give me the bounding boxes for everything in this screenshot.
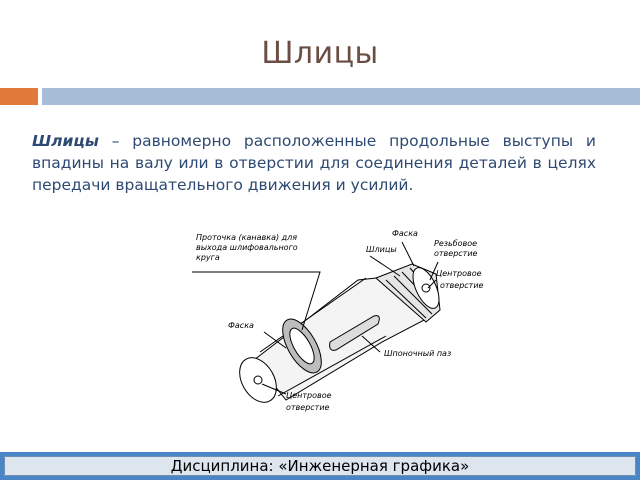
definition-paragraph bbox=[32, 130, 596, 196]
footer-text: Дисциплина: «Инженерная графика» bbox=[4, 456, 636, 476]
label-threaded-2: отверстие bbox=[434, 249, 478, 258]
label-threaded-1: Резьбовое bbox=[434, 239, 478, 248]
label-groove-2: выхода шлифовального bbox=[196, 243, 298, 252]
label-center-bottom-1: Центровое bbox=[286, 391, 332, 400]
label-chamfer-top: Фаска bbox=[392, 229, 418, 238]
left-center-hole bbox=[254, 376, 262, 384]
footer-bar bbox=[0, 452, 640, 480]
label-splines: Шлицы bbox=[366, 245, 397, 254]
definition-term: Шлицы bbox=[32, 132, 99, 150]
label-chamfer-left: Фаска bbox=[228, 321, 254, 330]
accent-bar-blue bbox=[42, 88, 640, 105]
label-keyway: Шпоночный паз bbox=[384, 349, 452, 358]
leader-splines bbox=[370, 256, 400, 276]
slide-title: Шлицы bbox=[261, 36, 379, 71]
label-center-bottom-2: отверстие bbox=[286, 403, 330, 412]
definition-text: – равномерно расположенные продольные выступы и впадины на валу или в отверстии для соединения деталей в целях передачи вращательного движения и усилий. bbox=[32, 132, 596, 194]
leader-groove bbox=[192, 272, 320, 330]
label-center-top-1: Центровое bbox=[436, 269, 482, 278]
leader-chamfer-top bbox=[402, 242, 414, 266]
label-groove-3: круга bbox=[196, 253, 220, 262]
accent-bar-orange bbox=[0, 88, 38, 105]
label-groove-1: Проточка (канавка) для bbox=[196, 233, 298, 242]
right-center-hole bbox=[422, 284, 430, 292]
spline-shaft-drawing bbox=[190, 222, 496, 415]
label-center-top-2: отверстие bbox=[440, 281, 484, 290]
